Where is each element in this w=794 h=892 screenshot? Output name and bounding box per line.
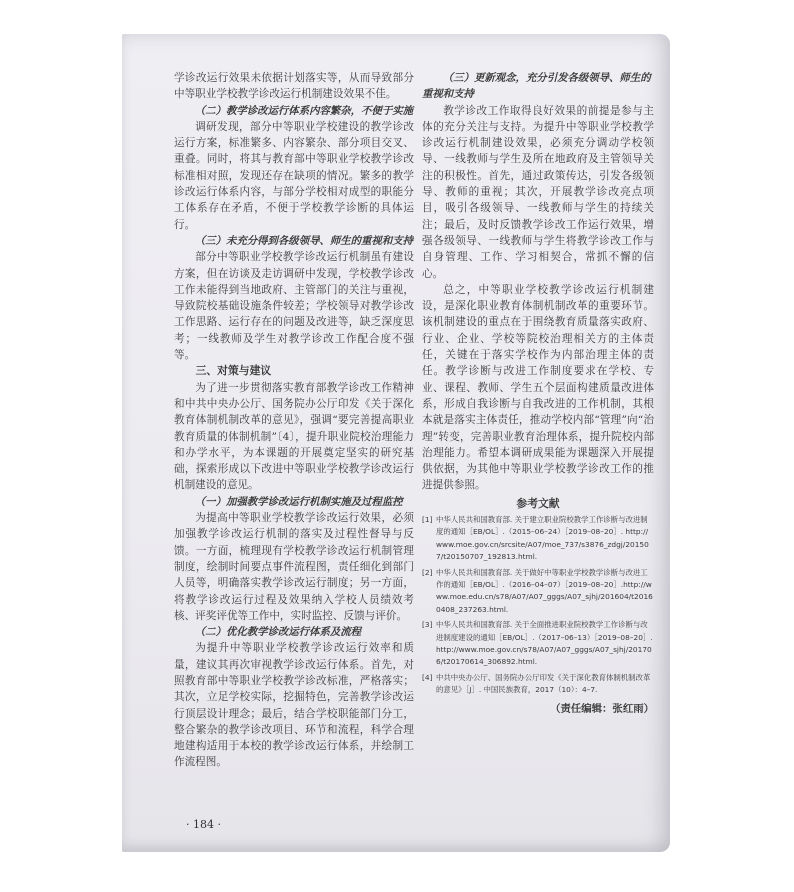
references-title: 参考文献 <box>516 496 560 510</box>
paragraph: 教学诊改工作取得良好效果的前提是参与主体的充分关注与支持。为提升中等职业学校教学诊改运行机制建设效果，必须充分调动学校领导、一线教师与学生及所在地政府及主管领导关注的积极性。首先，通过政策传达，引发各级领导、教师的重视；其次，开展教学诊改亮点项目，吸引各级领导、一线教师与学生的持续关注；最后，及时反馈教学诊改工作运行效果，增强各级领导、一线教师与学生将教学诊改工作与自身管理、工作、学习相契合，常抓不懈的信心。 <box>422 104 654 280</box>
reference-text: 中共中央办公厅、国务院办公厅印发《关于深化教育体制机制改革的意见》［J］. 中国民族教育，2017（10）：4–7. <box>436 672 651 695</box>
reference-item <box>422 514 654 564</box>
right-column <box>422 70 654 717</box>
left-column <box>174 70 414 771</box>
paragraph: 为了进一步贯彻落实教育部教学诊改工作精神和中共中央办公厅、国务院办公厅印发《关于深化教育体制机制改革的意见》，强调“要完善提高职业教育质量的体制机制”〔4〕，提升职业院校治理能力和办学水平，为本课题的开展奠定坚实的研究基础，探索形成以下改进中等职业学校教学诊改运行机制建设的意见。 <box>174 381 414 492</box>
subsection-heading: （二）优化教学诊改运行体系及流程 <box>194 626 362 639</box>
reference-item <box>422 567 654 617</box>
references-list <box>422 514 654 697</box>
paragraph: 为提高中等职业学校教学诊改运行效果，必须加强教学诊改运行机制的落实及过程性督导与反馈。一方面，梳理现有学校教学诊改运行机制管理制度，绘制时间要点事件流程图，责任细化到部门人员等，明确落实教学诊改运行制度；另一方面，将教学诊改运行过程及效果纳入学校人员绩效考核、评奖评优等工作中，实时监控、反馈与评价。 <box>174 512 414 622</box>
subsection-heading: （一）加强教学诊改运行机制实施及过程监控 <box>194 495 403 508</box>
reference-number: [1] <box>422 515 433 525</box>
reference-text: 中华人民共和国教育部. 关于建立职业院校教学工作诊断与改进制度的通知［EB/OL］.（2015–06–24）［2019–08–20］. http://www.moe.gov.cn/srcsite/A07/moe_737/s3876_zdgj/201507/t20150707_192813.html. <box>436 515 649 562</box>
paragraph: 部分中等职业学校教学诊改运行机制虽有建设方案，但在访谈及走访调研中发现，学校教学诊改工作未能得到当地政府、主管部门的关注与重视，导致院校基础设施条件较差；学校领导对教学诊改工作思路、运行存在的问题及改进等，缺乏深度思考；一线教师及学生对教学诊改工作配合度不强等。 <box>174 251 414 362</box>
reference-text: 中华人民共和国教育部. 关于做好中等职业学校教学诊断与改进工作的通知［EB/OL］.（2016–04–07）［2019–08–20］.http://www.moe.edu.cn/s78/A07/A07_gggs/A07_sjhj/201604/t20160408_237263.html. <box>436 567 653 614</box>
subsection-heading: （三）未充分得到各级领导、师生的重视和支持 <box>194 234 413 247</box>
paragraph: 为提升中等职业学校教学诊改运行效率和质量，建议其再次审视教学诊改运行体系。首先，对照教育部中等职业学校教学诊改标准，严格落实；其次，立足学校实际，挖掘特色，完善教学诊改运行顶层设计理念；最后，结合学校职能部门分工，整合繁杂的教学诊改项目、环节和流程，科学合理地建构适用于本校的教学诊改运行体系，并绘制工作流程图。 <box>174 642 414 769</box>
subsection-heading: （三）更新观念，充分引发各级领导、师生的重视和支持 <box>422 72 651 101</box>
reference-item <box>422 619 654 669</box>
paragraph: 调研发现，部分中等职业学校建设的教学诊改运行方案，标准繁多、内容繁杂、部分项目交叉、重叠。同时，将其与教育部中等职业学校教学诊改标准相对照，发现还存在缺项的情况。繁多的教学诊改运行体系内容，与部分学校相对成型的职能分工体系存在矛盾，不便于学校教学诊断的具体运行。 <box>174 120 414 231</box>
paragraph: 总之，中等职业学校教学诊改运行机制建设，是深化职业教育体制机制改革的重要环节。该机制建设的重点在于围绕教育质量落实政府、行业、企业、学校等院校治理相关方的主体责任，关键在于落实学校作为内部治理主体的责任。教学诊断与改进工作制度要求在学校、专业、课程、教师、学生五个层面构建质量改进体系，形成自我诊断与自我改进的工作机制，其根本就是落实主体责任，推动学校内部“管理”向“治理”转变，完善职业教育治理体系，提升院校内部治理能力。希望本调研成果能为课题深入开展提供依据，为其他中等职业学校教学诊改工作的推进提供参照。 <box>422 283 654 492</box>
book-page <box>122 34 670 852</box>
reference-number: [4] <box>422 672 433 682</box>
reference-item <box>422 672 654 697</box>
reference-number: [2] <box>422 567 433 577</box>
subsection-heading: （二）教学诊改运行体系内容繁杂，不便于实施 <box>194 104 413 117</box>
paragraph: 学诊改运行效果未依据计划落实等，从而导致部分中等职业学校教学诊改运行机制建设效果不佳。 <box>174 72 414 101</box>
reference-number: [3] <box>422 620 433 630</box>
reference-text: 中华人民共和国教育部. 关于全面推进职业院校教学工作诊断与改进制度建设的通知［EB/OL］.（2017–06–13）［2019–08–20］.http://www.moe.gov.cn/s78/A07/A07_gggs/A07_sjhj/201706/t20170614_306892.html. <box>436 620 653 667</box>
section-heading: 三、对策与建议 <box>195 364 272 378</box>
page-number: · 184 · <box>186 818 221 831</box>
editor-note: （责任编辑：张红雨） <box>550 702 654 715</box>
